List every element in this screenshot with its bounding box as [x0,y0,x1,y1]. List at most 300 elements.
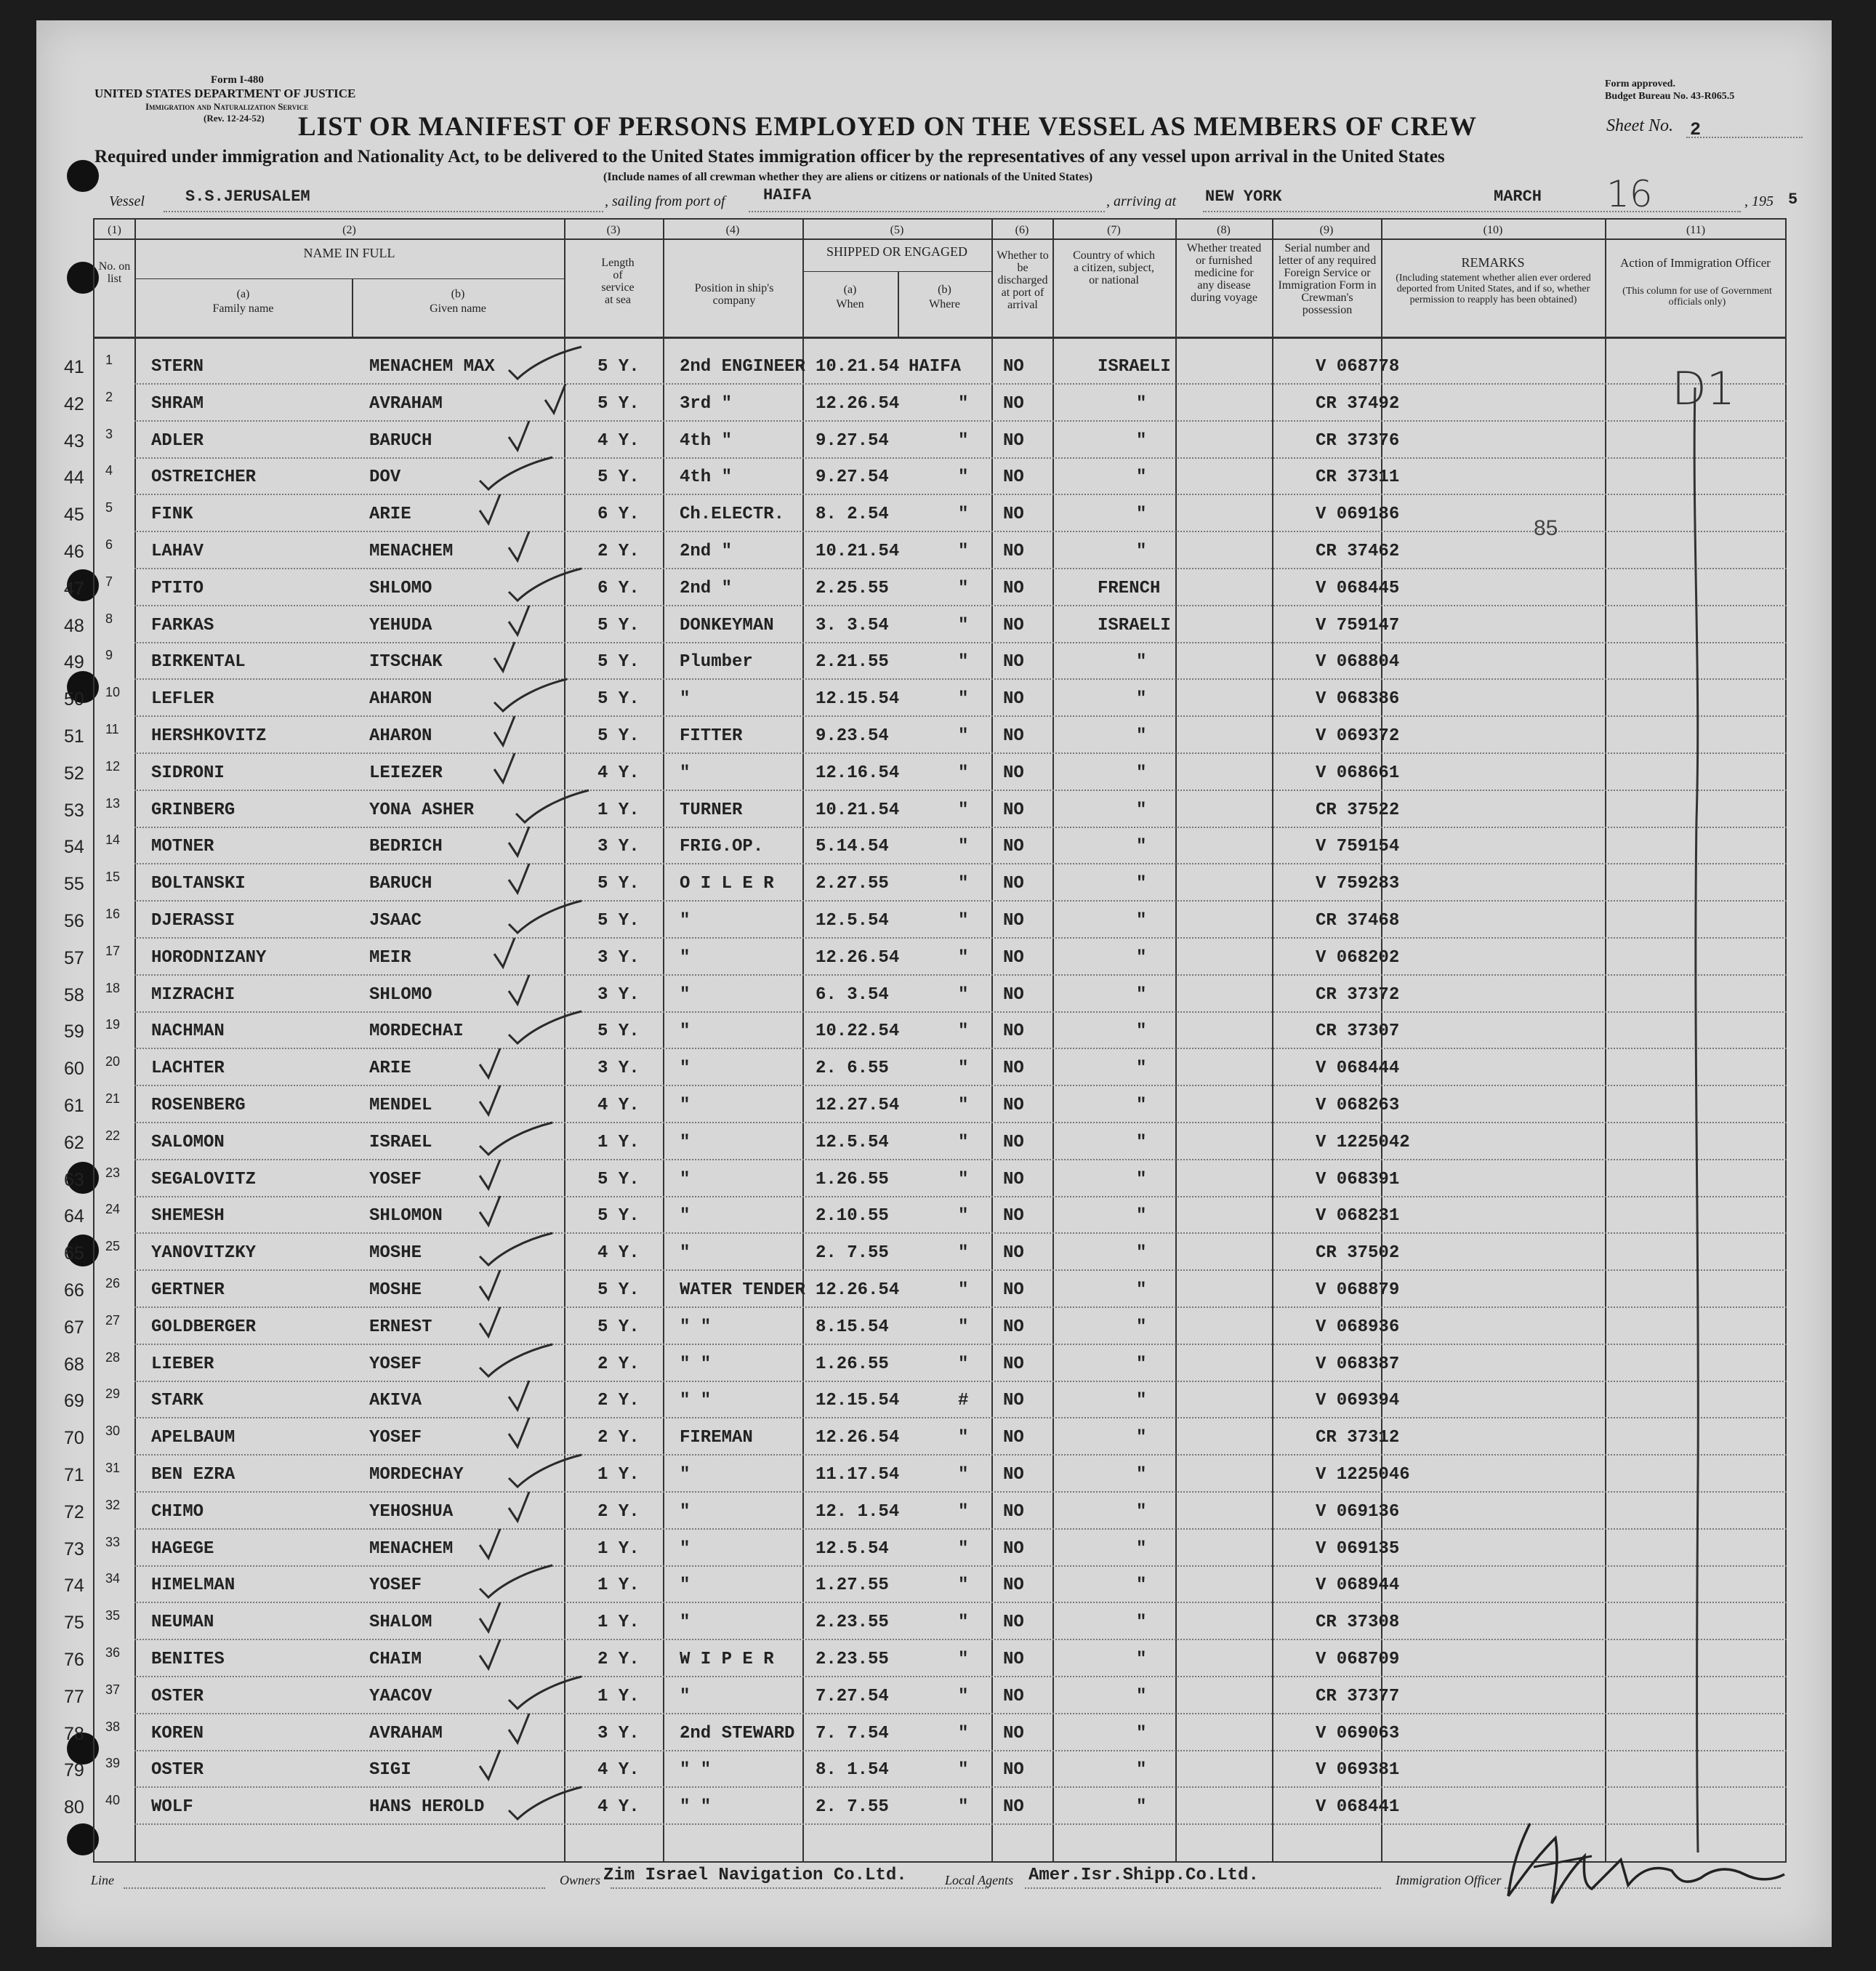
sub-number: 9 [105,648,113,663]
line-number: 73 [64,1538,84,1559]
country: " [1136,837,1147,857]
sub-number: 35 [105,1608,121,1623]
serial-number: V 069136 [1316,1501,1400,1522]
country: " [1136,1132,1147,1152]
sub-number: 15 [105,870,121,885]
discharge-status: NO [1003,1132,1024,1152]
service-length: 4 Y. [597,763,640,783]
discharge-status: NO [1003,1428,1024,1448]
col10-header: REMARKS [1461,255,1525,270]
given-name: JSAAC [369,911,422,931]
service-length: 2 Y. [597,1354,640,1374]
service: Immigration and Naturalization Service [145,101,309,112]
form-number: Form I-480 [211,74,264,86]
country: " [1136,947,1147,968]
form-approved: Form approved. [1605,79,1675,89]
position: " [680,1686,691,1706]
shipped-where: " [958,1280,969,1300]
position: " " [680,1391,712,1411]
shipped-where: " [958,1096,969,1115]
shipped-when: 12.15.54 [816,689,900,710]
shipped-when: 12.26.54 [816,1428,900,1448]
serial-number: V 068944 [1316,1575,1400,1596]
shipped-when: 2. 7.55 [816,1797,889,1818]
serial-number: CR 37372 [1316,984,1400,1005]
serial-number: CR 37468 [1316,911,1400,931]
col5b-number: (b) [938,284,951,296]
line-number: 63 [64,1169,84,1190]
discharge-status: NO [1003,1760,1024,1781]
serial-number: CR 37502 [1316,1243,1400,1264]
table-row [36,646,1832,680]
line-number: 55 [64,874,84,895]
action-annotation-d1: D1 [1672,362,1736,415]
table-row [36,351,1832,385]
position: 2nd " [680,542,733,561]
sub-number: 24 [105,1202,121,1217]
table-row [36,1016,1832,1049]
given-name: AHARON [369,689,432,710]
discharge-status: NO [1003,542,1024,561]
shipped-when: 1.26.55 [816,1169,889,1189]
table-row [36,868,1832,902]
line-number: 52 [64,763,84,784]
shipped-when: 9.23.54 [816,726,889,746]
position: " [680,1059,691,1079]
country: " [1136,1613,1147,1633]
table-row [36,1164,1832,1197]
position: 3rd " [680,393,733,414]
discharge-status: NO [1003,1575,1024,1596]
sub-number: 19 [105,1017,121,1032]
serial-number: V 068441 [1316,1797,1400,1818]
country: " [1136,1723,1147,1743]
country: " [1136,689,1147,710]
service-length: 2 Y. [597,1428,640,1448]
officer-vertical-line [1664,384,1723,1867]
sub-number: 1 [105,353,113,367]
position: " " [680,1797,712,1818]
col6-header: Whether to be discharged at port of arrival [997,249,1049,311]
sub-number: 26 [105,1276,121,1290]
position: 4th " [680,430,733,451]
shipped-where: " [958,1723,969,1743]
country: " [1136,467,1147,488]
given-name: ARIE [369,505,411,525]
country: FRENCH [1098,578,1161,598]
sub-number: 7 [105,574,113,589]
given-name: AVRAHAM [369,1723,443,1743]
service-length: 2 Y. [597,542,640,561]
discharge-status: NO [1003,874,1024,894]
sub-number: 10 [105,685,121,700]
service-length: 4 Y. [597,1760,640,1781]
shipped-where: " [958,652,969,673]
sub-number: 27 [105,1312,121,1328]
position: " [680,1132,691,1152]
discharge-status: NO [1003,1354,1024,1374]
sub-number: 5 [105,500,113,515]
serial-number: V 759154 [1316,837,1400,857]
discharge-status: NO [1003,726,1024,746]
given-name: MENACHEM [369,542,454,561]
col4-number: (4) [725,224,740,236]
table-row [36,1754,1832,1788]
family-name: APELBAUM [151,1428,235,1448]
position: 2nd " [680,578,733,598]
position: " [680,947,691,968]
shipped-where: " [958,1169,969,1189]
service-length: 5 Y. [597,726,640,746]
discharge-status: NO [1003,1465,1024,1485]
position: " [680,1021,691,1042]
sheet-label: Sheet No. [1606,116,1673,135]
country: " [1136,1021,1147,1042]
col5-header: SHIPPED OR ENGAGED [826,244,967,259]
sub-number: 39 [105,1756,121,1771]
country: " [1136,1428,1147,1448]
shipped-where: " [958,1317,969,1337]
family-name: ROSENBERG [151,1096,246,1115]
line-number: 59 [64,1021,84,1043]
arrival-month: MARCH [1494,188,1542,206]
service-length: 5 Y. [597,467,640,488]
sub-number: 29 [105,1386,121,1402]
serial-number: V 068231 [1316,1206,1400,1227]
discharge-status: NO [1003,984,1024,1005]
given-name: YOSEF [369,1428,422,1448]
service-length: 5 Y. [597,1206,640,1227]
family-name: GOLDBERGER [151,1317,257,1337]
line-number: 76 [64,1650,84,1670]
table-row [36,1718,1832,1751]
col6-number: (6) [1015,224,1029,236]
service-length: 3 Y. [597,947,640,968]
shipped-where: " [958,615,969,635]
given-name: MOSHE [369,1243,422,1264]
line-number: 54 [64,837,84,858]
shipped-where: " [958,1059,969,1079]
service-length: 3 Y. [597,1059,640,1079]
service-length: 5 Y. [597,911,640,931]
service-length: 5 Y. [597,357,640,377]
shipped-where: " [958,726,969,746]
given-name: MEIR [369,947,411,968]
given-name: MOSHE [369,1280,422,1300]
discharge-status: NO [1003,1280,1024,1300]
position: FITTER [680,726,743,746]
service-length: 1 Y. [597,1465,640,1485]
serial-number: V 069394 [1316,1391,1400,1411]
discharge-status: NO [1003,1650,1024,1669]
shipped-where: " [958,1354,969,1374]
country: ISRAELI [1098,357,1171,377]
position: " [680,1575,691,1596]
country: " [1136,1686,1147,1706]
line-number: 65 [64,1243,84,1264]
country: " [1136,1354,1147,1374]
line-number: 50 [64,689,84,710]
country: " [1136,1317,1147,1337]
discharge-status: NO [1003,1021,1024,1042]
position: " [680,1465,691,1485]
country: " [1136,984,1147,1005]
country: " [1136,1206,1147,1227]
given-name: ISRAEL [369,1132,432,1152]
position: W I P E R [680,1650,774,1669]
family-name: BEN EZRA [151,1465,235,1485]
table-row [36,831,1832,864]
sub-number: 17 [105,943,121,958]
position: DONKEYMAN [680,615,774,635]
country: " [1136,1280,1147,1300]
discharge-status: NO [1003,1317,1024,1337]
service-length: 4 Y. [597,430,640,451]
given-name: SIGI [369,1760,411,1781]
table-row [36,683,1832,717]
shipped-when: 2.25.55 [816,578,889,598]
position: 2nd STEWARD [680,1723,795,1743]
table-row [36,1200,1832,1234]
sub-number: 12 [105,758,121,774]
serial-number: V 069135 [1316,1538,1400,1559]
serial-number: V 069372 [1316,726,1400,746]
arrival-day: 16 [1606,173,1653,215]
table-row [36,536,1832,569]
shipped-where: " [958,578,969,598]
discharge-status: NO [1003,800,1024,820]
service-length: 5 Y. [597,1317,640,1337]
service-length: 5 Y. [597,652,640,673]
shipped-where: " [958,947,969,968]
family-name: WOLF [151,1797,193,1818]
sub-number: 6 [105,537,113,552]
include-note: (Include names of all crewman whether they are aliens or citizens or nationals of the United States) [603,171,1093,183]
sub-number: 23 [105,1165,121,1180]
discharge-status: NO [1003,763,1024,783]
table-row [36,1385,1832,1418]
position: Plumber [680,652,753,673]
col3-number: (3) [606,224,621,236]
table-row [36,795,1832,828]
serial-number: V 068804 [1316,652,1400,673]
line-number: 66 [64,1280,84,1301]
serial-number: CR 37308 [1316,1613,1400,1633]
service-length: 1 Y. [597,1686,640,1706]
position: " [680,911,691,931]
officer-label: Immigration Officer [1396,1873,1502,1887]
discharge-status: NO [1003,430,1024,451]
shipped-where: " [958,505,969,525]
year-digit: 5 [1788,190,1798,209]
shipped-where: " [958,874,969,894]
country: " [1136,1538,1147,1559]
col10-number: (10) [1483,224,1503,236]
sub-number: 31 [105,1461,121,1475]
line-number: 67 [64,1317,84,1338]
line-number: 44 [64,467,84,489]
given-name: MORDECHAI [369,1021,464,1042]
line-number: 80 [64,1797,84,1818]
shipped-when: 7. 7.54 [816,1723,889,1743]
shipped-when: 12.26.54 [816,393,900,414]
sub-number: 37 [105,1682,121,1697]
family-name: OSTREICHER [151,467,257,488]
shipped-where: " [958,393,969,414]
country: " [1136,1059,1147,1079]
service-length: 3 Y. [597,984,640,1005]
shipped-where: " [958,467,969,488]
shipped-where: " [958,837,969,857]
sub-number: 22 [105,1128,121,1143]
agents-label: Local Agents [945,1873,1014,1887]
given-name: CHAIM [369,1650,422,1669]
shipped-where: " [958,800,969,820]
discharge-status: NO [1003,1686,1024,1706]
family-name: HAGEGE [151,1538,214,1559]
col5a-number: (a) [843,284,857,296]
col1-header: No. on list [98,260,131,285]
arriving-label: , arriving at [1106,193,1177,209]
sub-number: 34 [105,1571,121,1586]
check-mark-icon [502,1781,589,1825]
position: " [680,1501,691,1522]
shipped-where: " [958,1465,969,1485]
country: " [1136,1797,1147,1818]
owners-name: Zim Israel Navigation Co.Ltd. [603,1866,907,1885]
service-length: 5 Y. [597,615,640,635]
family-name: KOREN [151,1723,204,1743]
position: " [680,1243,691,1264]
country: " [1136,763,1147,783]
line-number: 77 [64,1686,84,1707]
serial-number: CR 37376 [1316,430,1400,451]
shipped-when: 9.27.54 [816,430,889,451]
table-row [36,1570,1832,1603]
position: " [680,984,691,1005]
col9-number: (9) [1319,224,1334,236]
arriving-port: NEW YORK [1205,188,1282,206]
sub-number: 2 [105,389,113,404]
port-label: , sailing from port of [605,193,725,209]
col2a-header: Family name [212,302,274,315]
line-number: 53 [64,800,84,821]
line-number: 41 [64,357,84,377]
shipped-when: 10.22.54 [816,1021,900,1042]
service-length: 5 Y. [597,1280,640,1300]
serial-number: V 068386 [1316,689,1400,710]
shipped-when: 3. 3.54 [816,615,889,635]
given-name: ARIE [369,1059,411,1079]
serial-number: V 759283 [1316,874,1400,894]
discharge-status: NO [1003,1723,1024,1743]
shipped-when: 1.27.55 [816,1575,889,1596]
table-row [36,1607,1832,1640]
col8-number: (8) [1217,224,1231,236]
country: " [1136,1243,1147,1264]
sub-number: 33 [105,1534,121,1549]
serial-number: V 069063 [1316,1723,1400,1743]
sub-number: 40 [105,1793,121,1808]
discharge-status: NO [1003,1096,1024,1115]
serial-number: CR 37377 [1316,1686,1400,1706]
family-name: SIDRONI [151,763,225,783]
country: " [1136,800,1147,820]
line-number: 69 [64,1391,84,1412]
family-name: FARKAS [151,615,214,635]
given-name: SHLOMON [369,1206,443,1227]
shipped-where: " [958,1686,969,1706]
position: " " [680,1317,712,1337]
revision: (Rev. 12-24-52) [204,113,265,124]
col11-subheader: (This column for use of Government officials only) [1622,286,1772,308]
service-length: 1 Y. [597,1613,640,1633]
discharge-status: NO [1003,1391,1024,1411]
family-name: HORODNIZANY [151,947,267,968]
table-row [36,1533,1832,1567]
service-length: 5 Y. [597,393,640,414]
given-name: LEIEZER [369,763,443,783]
family-name: OSTER [151,1760,204,1781]
position: FIREMAN [680,1428,753,1448]
shipped-when: 12.16.54 [816,763,900,783]
given-name: MENACHEM [369,1538,454,1559]
table-row [36,1681,1832,1714]
family-name: SEGALOVITZ [151,1169,257,1189]
position: " [680,1169,691,1189]
discharge-status: NO [1003,467,1024,488]
service-length: 5 Y. [597,874,640,894]
given-name: MENDEL [369,1096,432,1115]
sub-number: 16 [105,907,121,921]
shipped-when: 2. 6.55 [816,1059,889,1079]
family-name: STERN [151,357,204,377]
table-row [36,573,1832,606]
given-name: YOSEF [369,1354,422,1374]
sub-number: 30 [105,1424,121,1439]
family-name: HIMELMAN [151,1575,235,1596]
col7-number: (7) [1107,224,1121,236]
position: " [680,1538,691,1559]
remark-85: 85 [1534,516,1558,540]
service-length: 5 Y. [597,1021,640,1042]
shipped-where: " [958,1428,969,1448]
table-row [36,499,1832,532]
service-length: 4 Y. [597,1096,640,1115]
shipped-where: " [958,763,969,783]
line-number: 56 [64,911,84,931]
family-name: DJERASSI [151,911,235,931]
shipped-where: " [958,689,969,710]
country: " [1136,1501,1147,1522]
shipped-where: " [958,1613,969,1633]
serial-number: V 068709 [1316,1650,1400,1669]
discharge-status: NO [1003,1613,1024,1633]
sub-number: 13 [105,795,121,811]
position: " " [680,1760,712,1781]
discharge-status: NO [1003,615,1024,635]
service-length: 2 Y. [597,1650,640,1669]
position: " [680,1096,691,1115]
family-name: NEUMAN [151,1613,214,1633]
table-row [36,720,1832,754]
sub-number: 38 [105,1719,121,1734]
service-length: 1 Y. [597,1575,640,1596]
line-number: 47 [64,578,84,599]
table-row [36,942,1832,976]
shipped-when: 8. 1.54 [816,1760,889,1781]
table-row [36,1459,1832,1493]
